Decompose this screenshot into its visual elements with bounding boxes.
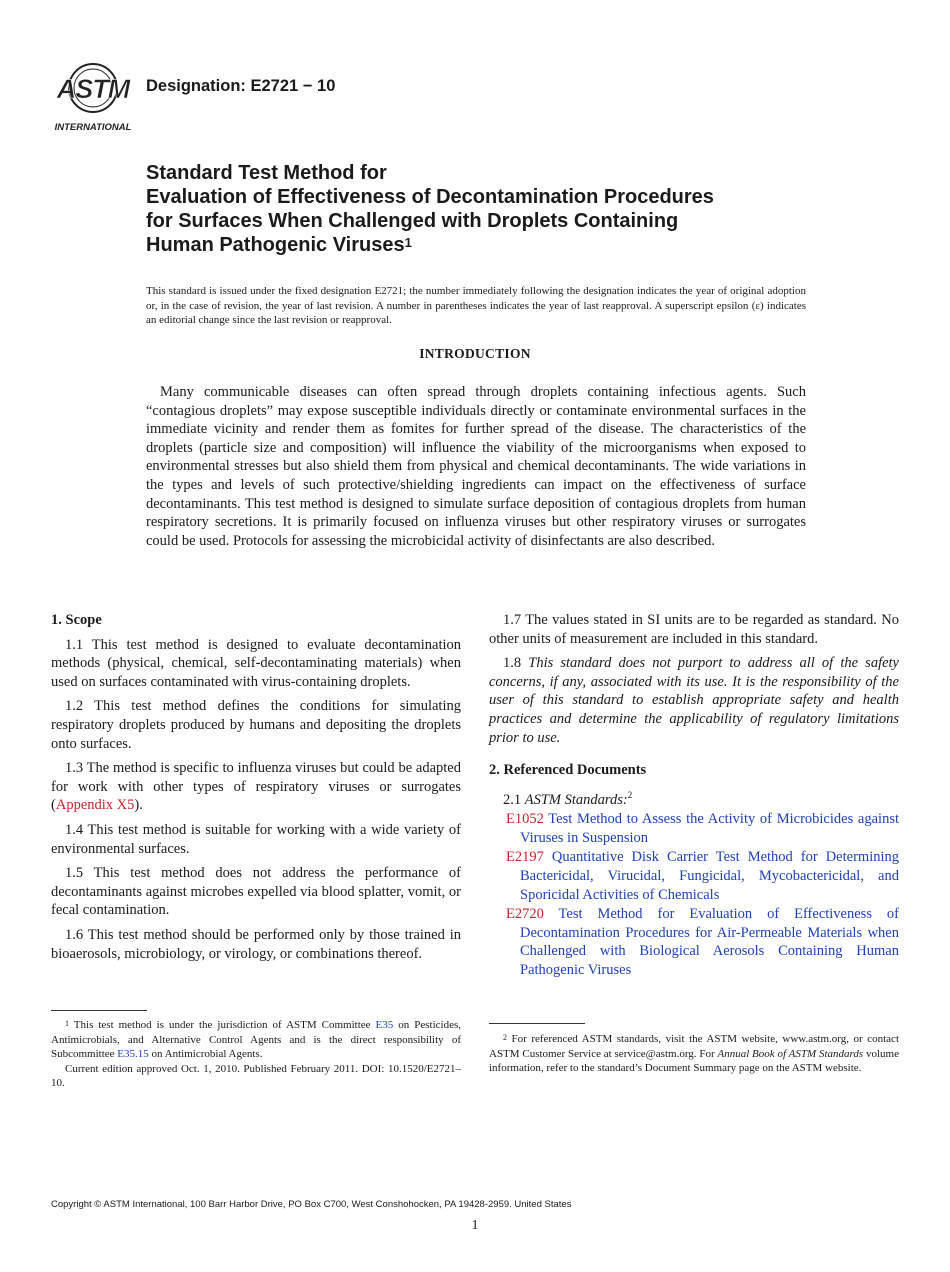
footnote-1 [51, 1018, 461, 1091]
paragraph-1-8-number: 1.8 [503, 655, 529, 672]
footnote-2-text [489, 1032, 899, 1076]
appendix-x5-link[interactable]: Appendix X5 [55, 797, 135, 814]
paragraph-1-8-text: This standard does not purport to address all of the safety concerns, if any, associated with its use. It is the responsibility of the user of this standard to establish appropriate safety and health practices and determine the applicability of regulatory limitations prior to use. [489, 655, 899, 746]
footnote-1-text [51, 1018, 461, 1062]
paragraph-1-3-end: ). [134, 797, 143, 814]
footnote-2-part: For referenced ASTM standards, visit the ASTM website, www.astm.org, or contact ASTM Customer Service at service@astm.org. For [489, 1033, 899, 1060]
paragraph-1-6: 1.6 This test method should be performed only by those trained in bioaerosols, microbiology, or virology, or combinations thereof. [51, 926, 461, 962]
reference-title-link[interactable]: Test Method to Assess the Activity of Microbicides against Viruses in Suspension [520, 811, 899, 846]
paragraph-1-3 [51, 759, 461, 815]
page-number: 1 [471, 1218, 479, 1233]
document-title [146, 161, 846, 257]
astm-logo [50, 58, 136, 134]
footnote-1-edition: Current edition approved Oct. 1, 2010. Published February 2011. DOI: 10.1520/E2721–10. [51, 1062, 461, 1090]
copyright-notice: Copyright © ASTM International, 100 Barr Harbor Drive, PO Box C700, West Conshohocken, PA 19428-2959. United States [51, 1199, 572, 1210]
footnote-2 [489, 1032, 899, 1076]
title-footnote-mark: 1 [404, 235, 412, 250]
title-line: for Surfaces When Challenged with Droplets Containing [146, 210, 679, 232]
paragraph-1-7: 1.7 The values stated in SI units are to be regarded as standard. No other units of measurement are included in this standard. [489, 612, 899, 647]
reference-code-link[interactable]: E2197 [506, 849, 544, 866]
reference-code-link[interactable]: E2720 [506, 906, 544, 923]
svg-text:ASTM: ASTM [56, 74, 130, 104]
title-line [146, 233, 846, 257]
paragraph-1-3-text: 1.3 The method is specific to influenza viruses but could be adapted for work with other types of respiratory viruses or surrogates ( [51, 760, 461, 814]
reference-item [489, 905, 899, 979]
designation: Designation: E2721 − 10 [146, 77, 336, 95]
paragraph-1-5: 1.5 This test method does not address the performance of decontaminants against microbes expelled via blood splatter, vomit, or fecal contamination. [51, 865, 461, 919]
reference-item [489, 810, 899, 847]
title-line-text: Human Pathogenic Viruses [146, 234, 405, 256]
committee-e35-link[interactable]: E35 [375, 1019, 394, 1031]
referenced-documents-heading: 2. Referenced Documents [489, 762, 647, 779]
astm-standards-label: ASTM Standards: [524, 791, 628, 808]
left-column [51, 611, 461, 969]
title-line: Evaluation of Effectiveness of Decontamination Procedures [146, 186, 714, 208]
footnote-2-number: 2 [503, 1033, 507, 1042]
footnote-2-part: volume information, refer to the standard’s Document Summary page on the ASTM website. [489, 1047, 899, 1075]
reference-title-link[interactable]: Test Method for Evaluation of Effectiveness of Decontamination Procedures for Air-Permeable Materials when Challenged with Biological Aerosols Containing Human Pathogenic Viruses [520, 906, 899, 978]
footnote-1-part: on Pesticides, Antimicrobials, and Alternative Control Agents and is the direct responsibility of Subcommittee [51, 1019, 461, 1061]
footnote-divider [51, 1010, 147, 1011]
paragraph-1-8 [489, 654, 899, 747]
subsection-number: 2.1 [503, 791, 525, 808]
paragraph-1-4: 1.4 This test method is suitable for working with a wide variety of environmental surfaces. [51, 821, 461, 857]
issuance-statement: This standard is issued under the fixed designation E2721; the number immediately following the designation indicates the year of original adoption or, in the case of revision, the year of last revision. A number in parentheses indicates the year of last reapproval. A superscript epsilon (ε) indicates an editorial change since the last revision or reapproval. [146, 285, 806, 327]
paragraph-1-2: 1.2 This test method defines the conditions for simulating respiratory droplets produced by humans and depositing the droplets onto surfaces. [51, 698, 461, 752]
astm-standards-subheading [489, 786, 899, 809]
footnote-1-mark: 1 [65, 1019, 69, 1028]
title-line: Standard Test Method for [146, 162, 387, 184]
paragraph-1-1: 1.1 This test method is designed to evaluate decontamination methods (physical, chemical, self-decontaminating materials) when used on surfaces contaminated with virus-containing droplets. [51, 636, 461, 690]
footnote-2-mark: 2 [627, 789, 633, 800]
footnote-divider [489, 1023, 585, 1024]
reference-title-link[interactable]: Quantitative Disk Carrier Test Method for Determining Bactericidal, Virucidal, Fungicidal, Mycobactericidal, and Sporicidal Activities of Chemicals [520, 849, 900, 903]
introduction-heading: INTRODUCTION [419, 346, 531, 361]
footnote-1-part: This test method is under the jurisdiction of ASTM Committee [69, 1019, 376, 1031]
svg-text:INTERNATIONAL: INTERNATIONAL [54, 122, 132, 133]
reference-item [489, 848, 899, 904]
right-column [489, 611, 899, 981]
introduction-text: Many communicable diseases can often spread through droplets containing infectious agents. Such “contagious droplets” may expose susceptible individuals directly or contaminate environmental surfaces in the immediate vicinity and render them as fomites for further spread of the disease. The characteristics of the droplets (particle size and composition) will influence the viability of the microorganisms when exposed to environmental stresses but also shield them from physical and chemical decontaminants. The wide variations in the types and levels of such protective/shielding ingredients can impact on the effectiveness of surface decontaminants. This test method is designed to simulate surface deposition of contagious droplets from human respiratory secretions. It is primarily focused on influenza viruses but other respiratory viruses or surrogates could be used. Protocols for assessing the microbicidal activity of disinfectants are also described. [146, 384, 806, 549]
subcommittee-e35-15-link[interactable]: E35.15 [117, 1048, 149, 1061]
scope-heading: 1. Scope [51, 612, 102, 628]
annual-book-title: Annual Book of ASTM Standards [717, 1047, 864, 1060]
footnote-1-part: on Antimicrobial Agents. [148, 1048, 263, 1061]
reference-code-link[interactable]: E1052 [506, 811, 544, 828]
